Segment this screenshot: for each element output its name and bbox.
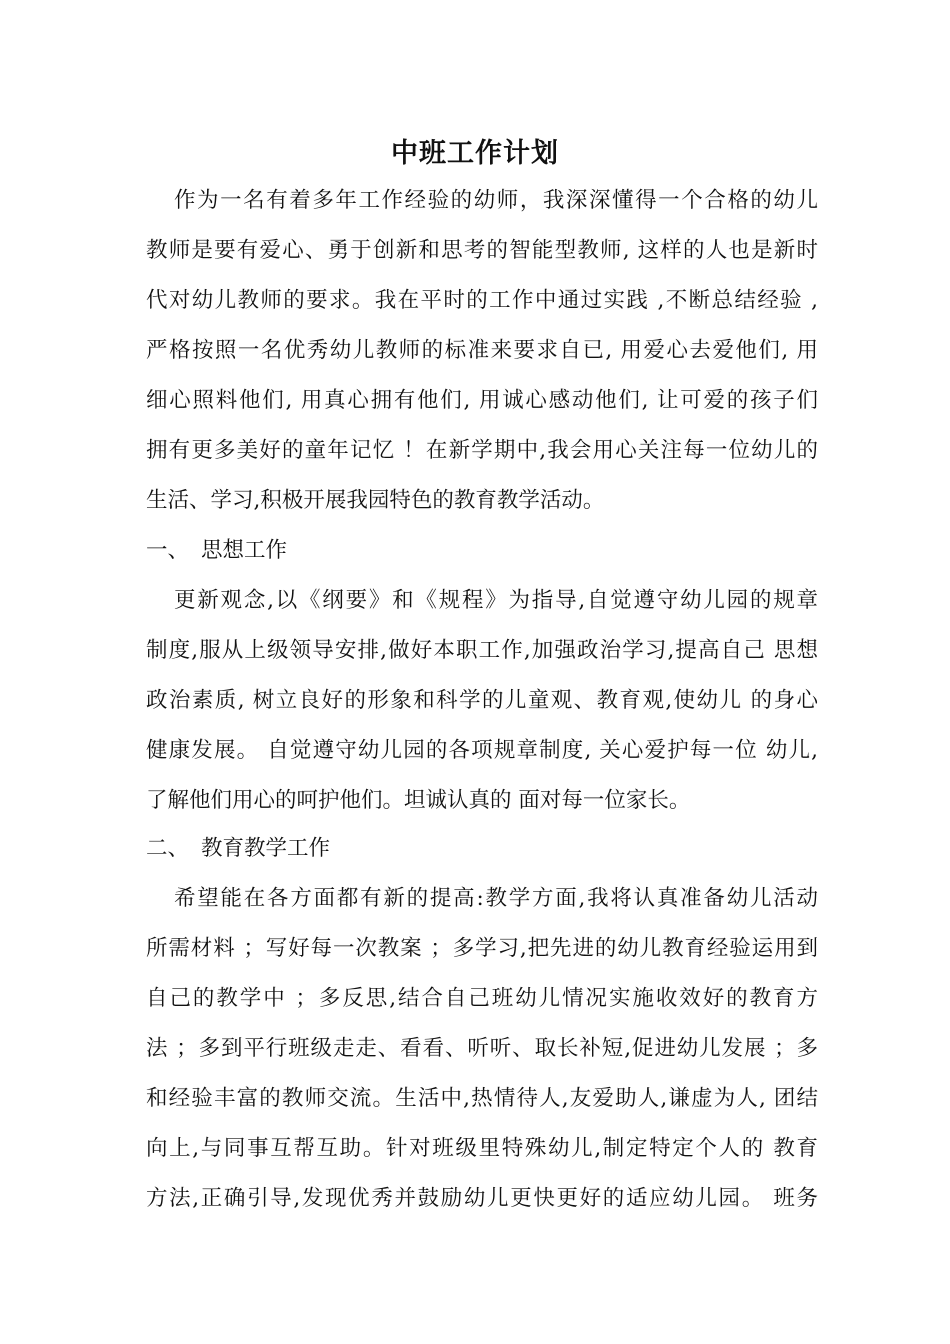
section-2-line-4: 法 ；多到平行班级走走、看看、听听、取长补短,促进幼儿发展 ；多 [146,1036,818,1061]
intro-line-4: 严格按照一名优秀幼儿教师的标准来要求自已, 用爱心去爱他们, 用 [146,338,818,363]
document-title: 中班工作计划 [391,138,559,169]
section-2-line-3: 自己的教学中 ；多反思,结合自己班幼儿情况实施收效好的教育方 [146,986,818,1011]
section-2-line-1: 希望能在各方面都有新的提高:教学方面,我将认真准备幼儿活动 [174,886,818,911]
intro-line-5: 细心照料他们, 用真心拥有他们, 用诚心感动他们, 让可爱的孩子们 [146,388,818,413]
intro-line-7: 生活、学习,积极开展我园特色的教育教学活动。 [146,488,605,513]
section-2-number: 二、 [146,836,190,861]
section-1-line-5: 了解他们用心的呵护他们。坦诚认真的 面对每一位家长。 [146,788,691,813]
section-2-line-2: 所需材料 ；写好每一次教案 ；多学习,把先进的幼儿教育经验运用到 [146,936,818,961]
intro-line-3: 代对幼儿教师的要求。我在平时的工作中通过实践 ,不断总结经验 , [146,288,818,313]
intro-line-2: 教师是要有爱心、勇于创新和思考的智能型教师, 这样的人也是新时 [146,238,818,263]
section-2-heading [146,834,330,864]
section-1-line-2: 制度,服从上级领导安排,做好本职工作,加强政治学习,提高自己 思想 [146,638,818,663]
section-2-line-6: 向上,与同事互帮互助。针对班级里特殊幼儿,制定特定个人的 教育 [146,1136,818,1161]
intro-line-6: 拥有更多美好的童年记忆 ！在新学期中,我会用心关注每一位幼儿的 [146,438,818,463]
section-1-number: 一、 [146,538,190,563]
section-2-title: 教育教学工作 [201,836,331,861]
section-1-line-1: 更新观念,以《纲要》和《规程》为指导,自觉遵守幼儿园的规章 [174,588,818,613]
section-2-line-7: 方法,正确引导,发现优秀并鼓励幼儿更快更好的适应幼儿园。 班务 [146,1186,818,1211]
section-1-line-4: 健康发展。 自觉遵守幼儿园的各项规章制度, 关心爱护每一位 幼儿, [146,738,818,763]
intro-line-1: 作为一名有着多年工作经验的幼师，我深深懂得一个合格的幼儿 [174,188,818,213]
section-1-title: 思想工作 [201,538,288,563]
section-2-line-5: 和经验丰富的教师交流。生活中,热情待人,友爱助人,谦虚为人, 团结 [146,1086,818,1111]
section-1-heading [146,536,287,566]
section-1-line-3: 政治素质, 树立良好的形象和科学的儿童观、教育观,使幼儿 的身心 [146,688,818,713]
